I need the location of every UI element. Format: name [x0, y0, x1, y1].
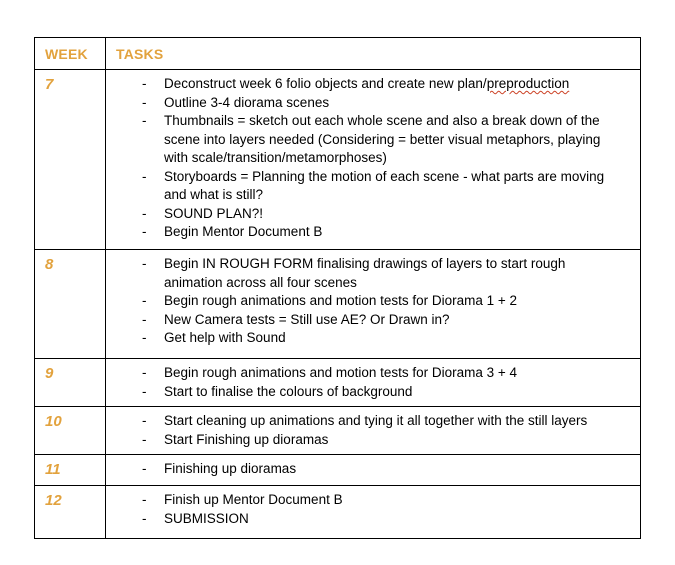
week-number: 7 [35, 70, 106, 250]
task-item: - Finishing up dioramas [116, 460, 624, 479]
week-8-row [35, 250, 641, 359]
week-number: 10 [35, 407, 106, 455]
task-item: - SUBMISSION [116, 510, 624, 529]
week-12-row [35, 486, 641, 539]
week-9-row [35, 359, 641, 407]
schedule-table [34, 37, 641, 539]
week-10-row [35, 407, 641, 455]
week-number: 8 [35, 250, 106, 359]
task-item: - Outline 3-4 diorama scenes [116, 94, 624, 113]
task-list [116, 491, 624, 528]
task-item: - New Camera tests = Still use AE? Or Drawn in? [116, 311, 624, 330]
week-7-row [35, 70, 641, 250]
task-item: - Start Finishing up dioramas [116, 431, 624, 450]
task-item: - Begin rough animations and motion tests for Diorama 1 + 2 [116, 292, 624, 311]
task-list [116, 364, 624, 401]
task-item: - SOUND PLAN?! [116, 205, 624, 224]
task-item: - Thumbnails = sketch out each whole scene and also a break down of the scene into layers needed (Considering = better visual metaphors, playing with scale/transition/metamorphoses) [116, 112, 624, 168]
task-item: - Begin Mentor Document B [116, 223, 624, 242]
task-item: - Start to finalise the colours of background [116, 383, 624, 402]
task-text: Deconstruct week 6 folio objects and create new plan/ [164, 76, 487, 91]
task-item: - Start cleaning up animations and tying it all together with the still layers [116, 412, 624, 431]
task-item: - Finish up Mentor Document B [116, 491, 624, 510]
week-11-row [35, 455, 641, 486]
task-list [116, 460, 624, 479]
task-item: - Begin rough animations and motion tests for Diorama 3 + 4 [116, 364, 624, 383]
task-item: - Get help with Sound [116, 329, 624, 348]
week-number: 9 [35, 359, 106, 407]
tasks-column-header: TASKS [106, 38, 641, 70]
task-item: - Storyboards = Planning the motion of each scene - what parts are moving and what is still? [116, 168, 624, 205]
task-item: - Begin IN ROUGH FORM finalising drawings of layers to start rough animation across all four scenes [116, 255, 624, 292]
header-row [35, 38, 641, 70]
task-item [116, 75, 624, 94]
week-number: 12 [35, 486, 106, 539]
task-list [116, 412, 624, 449]
week-number: 11 [35, 455, 106, 486]
task-list [116, 255, 624, 348]
week-column-header: WEEK [35, 38, 106, 70]
task-list [116, 75, 624, 242]
misspelled-word: preproduction [486, 76, 570, 91]
